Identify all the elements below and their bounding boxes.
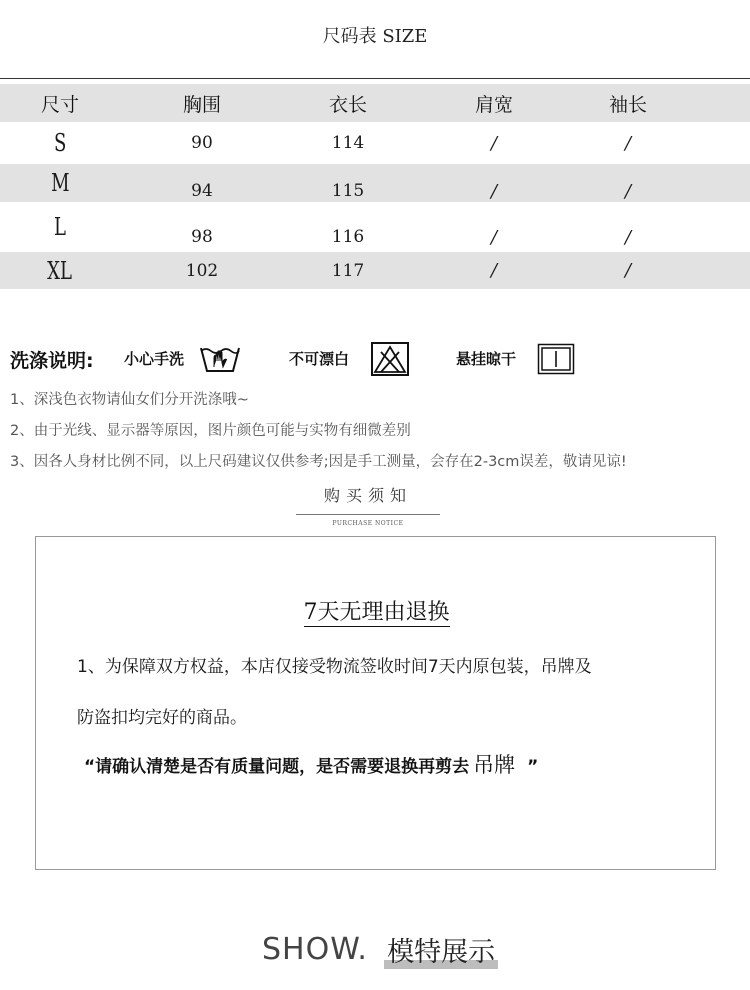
length-cell: 117 [331,260,365,281]
purchase-notice-heading [296,483,440,527]
size-cell: M [50,169,70,197]
page-title: 尺码表 SIZE [322,26,428,47]
show-label-en: SHOW. [262,932,368,967]
wash-title: 洗涤说明: [10,350,94,372]
wash-label-no-bleach: 不可漂白 [289,350,350,368]
policy-quote-text: “请确认清楚是否有质量问题，是否需要退换再剪去 [84,757,470,777]
chest-cell: 94 [191,181,213,201]
note-3: 3、因各人身材比例不同，以上尺码建议仅供参考;因是手工测量，会存在2-3cm误差，敬请见谅! [10,454,627,470]
policy-title: 7天无理由退换 [303,600,450,625]
shoulder-cell: / [490,260,498,281]
size-cell: L [54,213,66,241]
table-row [0,202,750,252]
policy-quote-end: ” [527,757,539,777]
shoulder-cell: / [490,226,498,248]
sleeve-cell: / [624,180,632,202]
purchase-title-cn: 购买须知 [323,486,412,505]
policy-line-1: 1、为保障双方权益，本店仅接受物流签收时间7天内原包装，吊牌及 [77,657,592,677]
wash-instructions [10,340,750,380]
shoulder-cell: / [490,180,498,202]
purchase-title-en: PURCHASE NOTICE [332,520,404,527]
chest-cell: 90 [191,133,213,153]
chest-cell: 102 [185,260,219,281]
note-1: 1、深浅色衣物请仙女们分开洗涤哦~ [10,392,249,408]
chest-cell: 98 [191,227,213,247]
model-show-heading [262,930,495,974]
length-cell: 115 [331,181,365,201]
sleeve-cell: / [624,260,632,281]
header-chest: 胸围 [182,93,221,116]
size-cell: XL [47,256,73,285]
show-label-cn: 模特展示 [387,937,496,968]
size-cell: S [53,129,67,157]
header-length: 衣长 [328,93,367,116]
note-2: 2、由于光线、显示器等原因，图片颜色可能与实物有细微差别 [10,423,411,439]
header-size: 尺寸 [40,93,79,116]
divider [296,514,440,515]
no-bleach-icon [370,341,410,381]
table-row [0,164,750,202]
header-shoulder: 肩宽 [474,93,513,116]
wash-label-hand-wash: 小心手洗 [124,350,185,368]
shoulder-cell: / [490,132,498,154]
size-table [0,84,750,289]
divider [0,78,750,79]
line-dry-icon [537,343,575,379]
policy-line-2: 防盗扣均完好的商品。 [77,708,247,728]
sleeve-cell: / [624,132,632,154]
sleeve-cell: / [624,226,632,248]
wash-label-line-dry: 悬挂晾干 [456,350,517,368]
return-policy-box [35,536,716,870]
policy-quote [84,749,538,779]
hand-wash-icon [198,340,242,380]
length-cell: 116 [331,227,365,247]
table-row [0,252,750,289]
care-notes [10,388,750,481]
table-header [0,84,750,122]
length-cell: 114 [331,133,365,153]
policy-quote-tag: 吊牌 [473,753,516,777]
header-sleeve: 袖长 [608,93,647,116]
table-row [0,122,750,164]
